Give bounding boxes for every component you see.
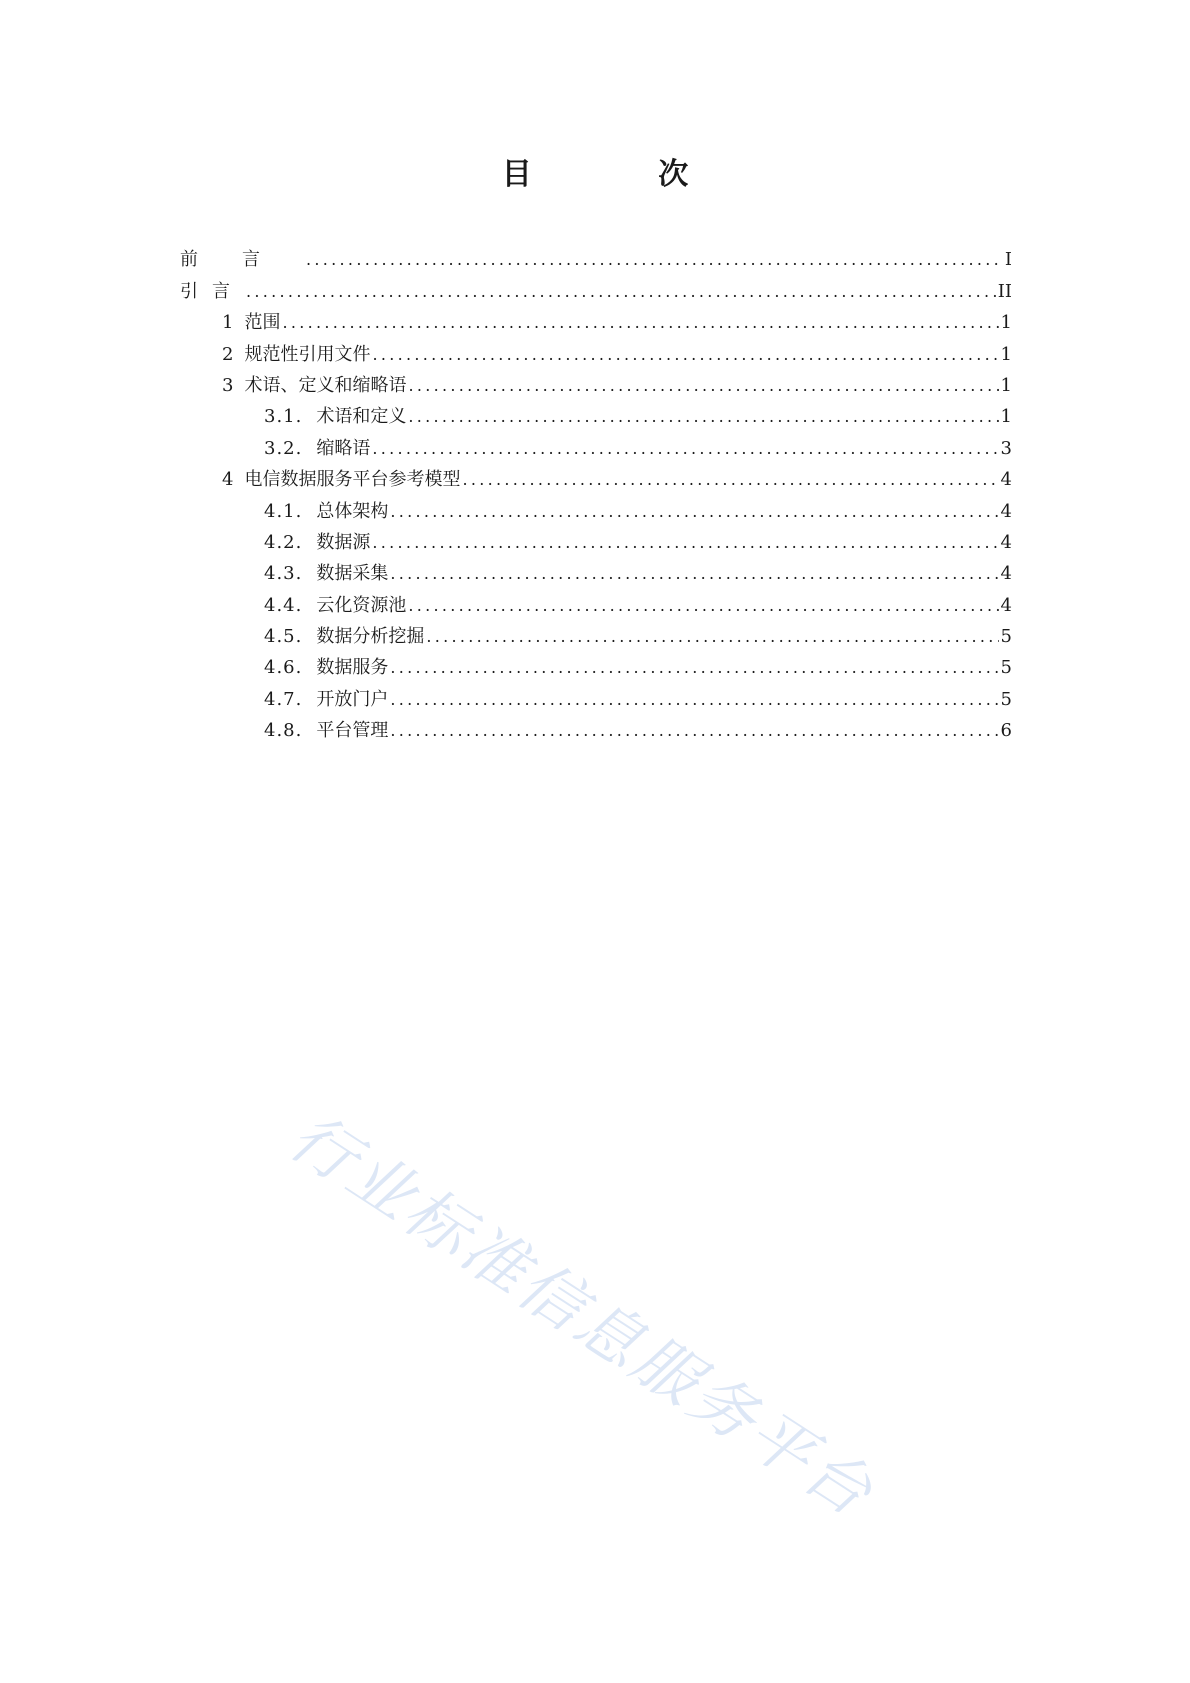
toc-dot-leader [306, 249, 1003, 271]
toc-entry-label: 前言 [180, 249, 304, 271]
toc-entry-page: II [997, 280, 1012, 302]
toc-entry-number: 4.2. [264, 531, 303, 553]
toc-entry[interactable] [180, 679, 1012, 710]
toc-entry[interactable] [180, 334, 1012, 365]
toc-dot-leader [390, 657, 998, 679]
toc-entry-page: 4 [1000, 531, 1012, 553]
toc-dot-leader [390, 563, 998, 585]
toc-entry-page: 1 [1000, 312, 1012, 334]
toc-dot-leader [390, 720, 998, 742]
toc-entry-page: 3 [1000, 437, 1012, 459]
toc-entry[interactable] [180, 648, 1012, 679]
toc-entry-label: 范围 [244, 312, 281, 334]
toc-entry-number: 3.2. [264, 437, 303, 459]
toc-entry-page: 6 [1000, 720, 1012, 742]
toc-entry-number: 4.6. [264, 657, 303, 679]
page-title: 目 次 [501, 157, 747, 192]
toc-entry-page: 1 [1000, 406, 1012, 428]
toc-entry-number: 4.8. [264, 720, 303, 742]
toc-entry[interactable] [180, 271, 1012, 302]
toc-entry-page: 5 [1000, 626, 1012, 648]
toc-entry-label: 电信数据服务平台参考模型 [244, 469, 461, 491]
toc-entry[interactable] [180, 523, 1012, 554]
toc-entry-number: 3 [222, 374, 235, 396]
toc-dot-leader [390, 689, 998, 711]
toc-entry-label: 总体架构 [316, 500, 389, 522]
toc-entry-label: 数据分析挖掘 [316, 626, 425, 648]
toc-entry-number: 4.5. [264, 626, 303, 648]
toc-entry[interactable] [180, 366, 1012, 397]
toc-dot-leader [390, 501, 998, 523]
toc-entry-number: 4 [222, 469, 235, 491]
toc-entry[interactable] [180, 460, 1012, 491]
watermark: 行业标准信息服务平台 [276, 1100, 888, 1533]
toc-entry-page: I [1004, 249, 1012, 271]
toc-entry[interactable] [180, 585, 1012, 616]
toc-entry-page: 1 [1000, 343, 1012, 365]
toc-entry-label: 引言 [180, 280, 244, 302]
toc-entry-label: 开放门户 [316, 688, 389, 710]
toc-entry-page: 1 [1000, 374, 1012, 396]
toc-dot-leader [426, 626, 998, 648]
toc-entry-number: 3.1. [264, 406, 303, 428]
toc-entry-page: 4 [1000, 563, 1012, 585]
toc-entry-number: 4.3. [264, 563, 303, 585]
toc-dot-leader [372, 344, 998, 366]
toc-dot-leader [462, 469, 998, 491]
toc-entry-label: 缩略语 [316, 437, 371, 459]
toc-entry-label: 术语、定义和缩略语 [244, 374, 407, 396]
toc-dot-leader [408, 375, 998, 397]
toc-entry[interactable] [180, 397, 1012, 428]
toc-dot-leader [372, 438, 998, 460]
toc-entry[interactable] [180, 428, 1012, 459]
toc-entry-label: 数据源 [316, 531, 371, 553]
toc-entry-label: 云化资源池 [316, 594, 407, 616]
toc-entry-page: 4 [1000, 469, 1012, 491]
toc-entry-number: 2 [222, 343, 235, 365]
toc-entry-number: 4.4. [264, 594, 303, 616]
toc-dot-leader [372, 532, 998, 554]
toc-entry[interactable] [180, 554, 1012, 585]
toc-dot-leader [408, 595, 998, 617]
toc-entry-label: 术语和定义 [316, 406, 407, 428]
toc-entry[interactable] [180, 711, 1012, 742]
toc-dot-leader [246, 281, 996, 303]
toc-entry-number: 4.1. [264, 500, 303, 522]
toc-entry-label: 数据服务 [316, 657, 389, 679]
toc-entry-number: 4.7. [264, 688, 303, 710]
table-of-contents [180, 240, 1012, 742]
toc-entry[interactable] [180, 617, 1012, 648]
toc-dot-leader [408, 406, 998, 428]
toc-entry-label: 平台管理 [316, 720, 389, 742]
toc-entry-label: 数据采集 [316, 563, 389, 585]
toc-dot-leader [282, 312, 998, 334]
toc-entry[interactable] [180, 303, 1012, 334]
toc-entry[interactable] [180, 491, 1012, 522]
toc-entry[interactable] [180, 240, 1012, 271]
toc-entry-number: 1 [222, 312, 235, 334]
toc-entry-page: 4 [1000, 500, 1012, 522]
toc-entry-page: 4 [1000, 594, 1012, 616]
toc-entry-page: 5 [1000, 657, 1012, 679]
toc-entry-label: 规范性引用文件 [244, 343, 371, 365]
toc-entry-page: 5 [1000, 688, 1012, 710]
